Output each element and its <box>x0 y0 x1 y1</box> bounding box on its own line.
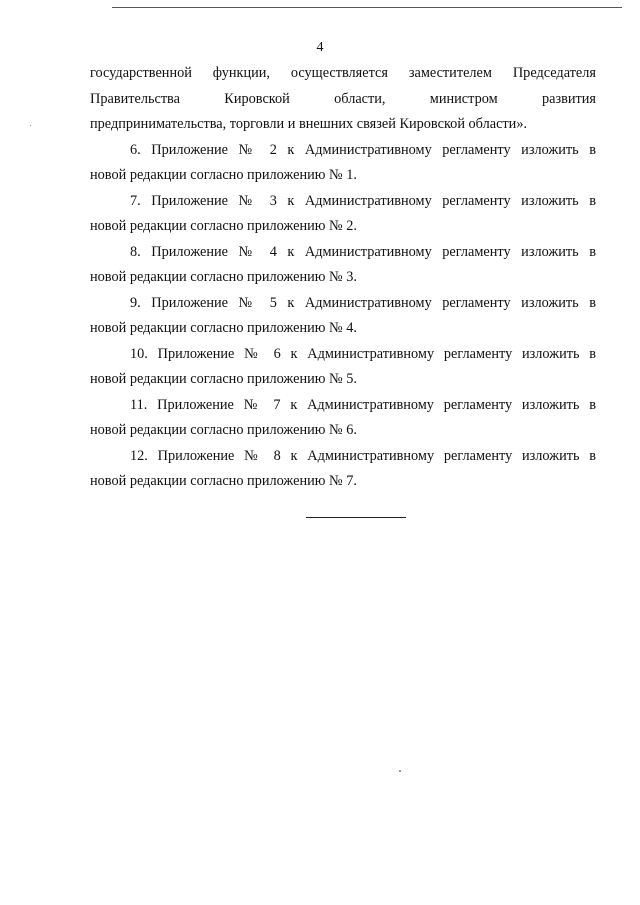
list-item <box>90 393 596 444</box>
top-scan-rule <box>112 7 622 8</box>
item-line: новой редакции согласно приложению № 5. <box>90 371 357 387</box>
intro-line: государственной функции, осуществляется заместителем Председателя <box>90 65 596 81</box>
item-line: новой редакции согласно приложению № 2. <box>90 218 357 234</box>
item-line: новой редакции согласно приложению № 7. <box>90 473 357 489</box>
scan-speck <box>399 770 401 772</box>
closing-rule <box>306 517 406 518</box>
list-item <box>90 291 596 342</box>
page-number: 4 <box>316 40 324 55</box>
item-line: 10. Приложение № 6 к Административному регламенту изложить в <box>130 345 596 362</box>
item-line: новой редакции согласно приложению № 4. <box>90 320 357 336</box>
intro-line: Правительства Кировской области, министром развития <box>90 90 596 107</box>
item-line: 7. Приложение № 3 к Административному регламенту изложить в <box>130 192 596 209</box>
intro-paragraph <box>90 61 596 138</box>
list-item <box>90 444 596 495</box>
list-item <box>90 342 596 393</box>
item-line: новой редакции согласно приложению № 3. <box>90 269 357 285</box>
list-item <box>90 189 596 240</box>
item-line: 8. Приложение № 4 к Административному регламенту изложить в <box>130 243 596 260</box>
document-body <box>90 61 596 495</box>
list-item <box>90 240 596 291</box>
item-line: 12. Приложение № 8 к Административному регламенту изложить в <box>130 447 596 464</box>
item-line: 6. Приложение № 2 к Административному регламенту изложить в <box>130 141 596 158</box>
item-line: новой редакции согласно приложению № 1. <box>90 167 357 183</box>
item-line: 9. Приложение № 5 к Административному регламенту изложить в <box>130 294 596 311</box>
intro-line: предпринимательства, торговли и внешних связей Кировской области». <box>90 116 528 132</box>
item-line: новой редакции согласно приложению № 6. <box>90 422 357 438</box>
list-item <box>90 138 596 189</box>
scan-speck <box>30 125 31 126</box>
item-line: 11. Приложение № 7 к Административному регламенту изложить в <box>130 396 596 413</box>
